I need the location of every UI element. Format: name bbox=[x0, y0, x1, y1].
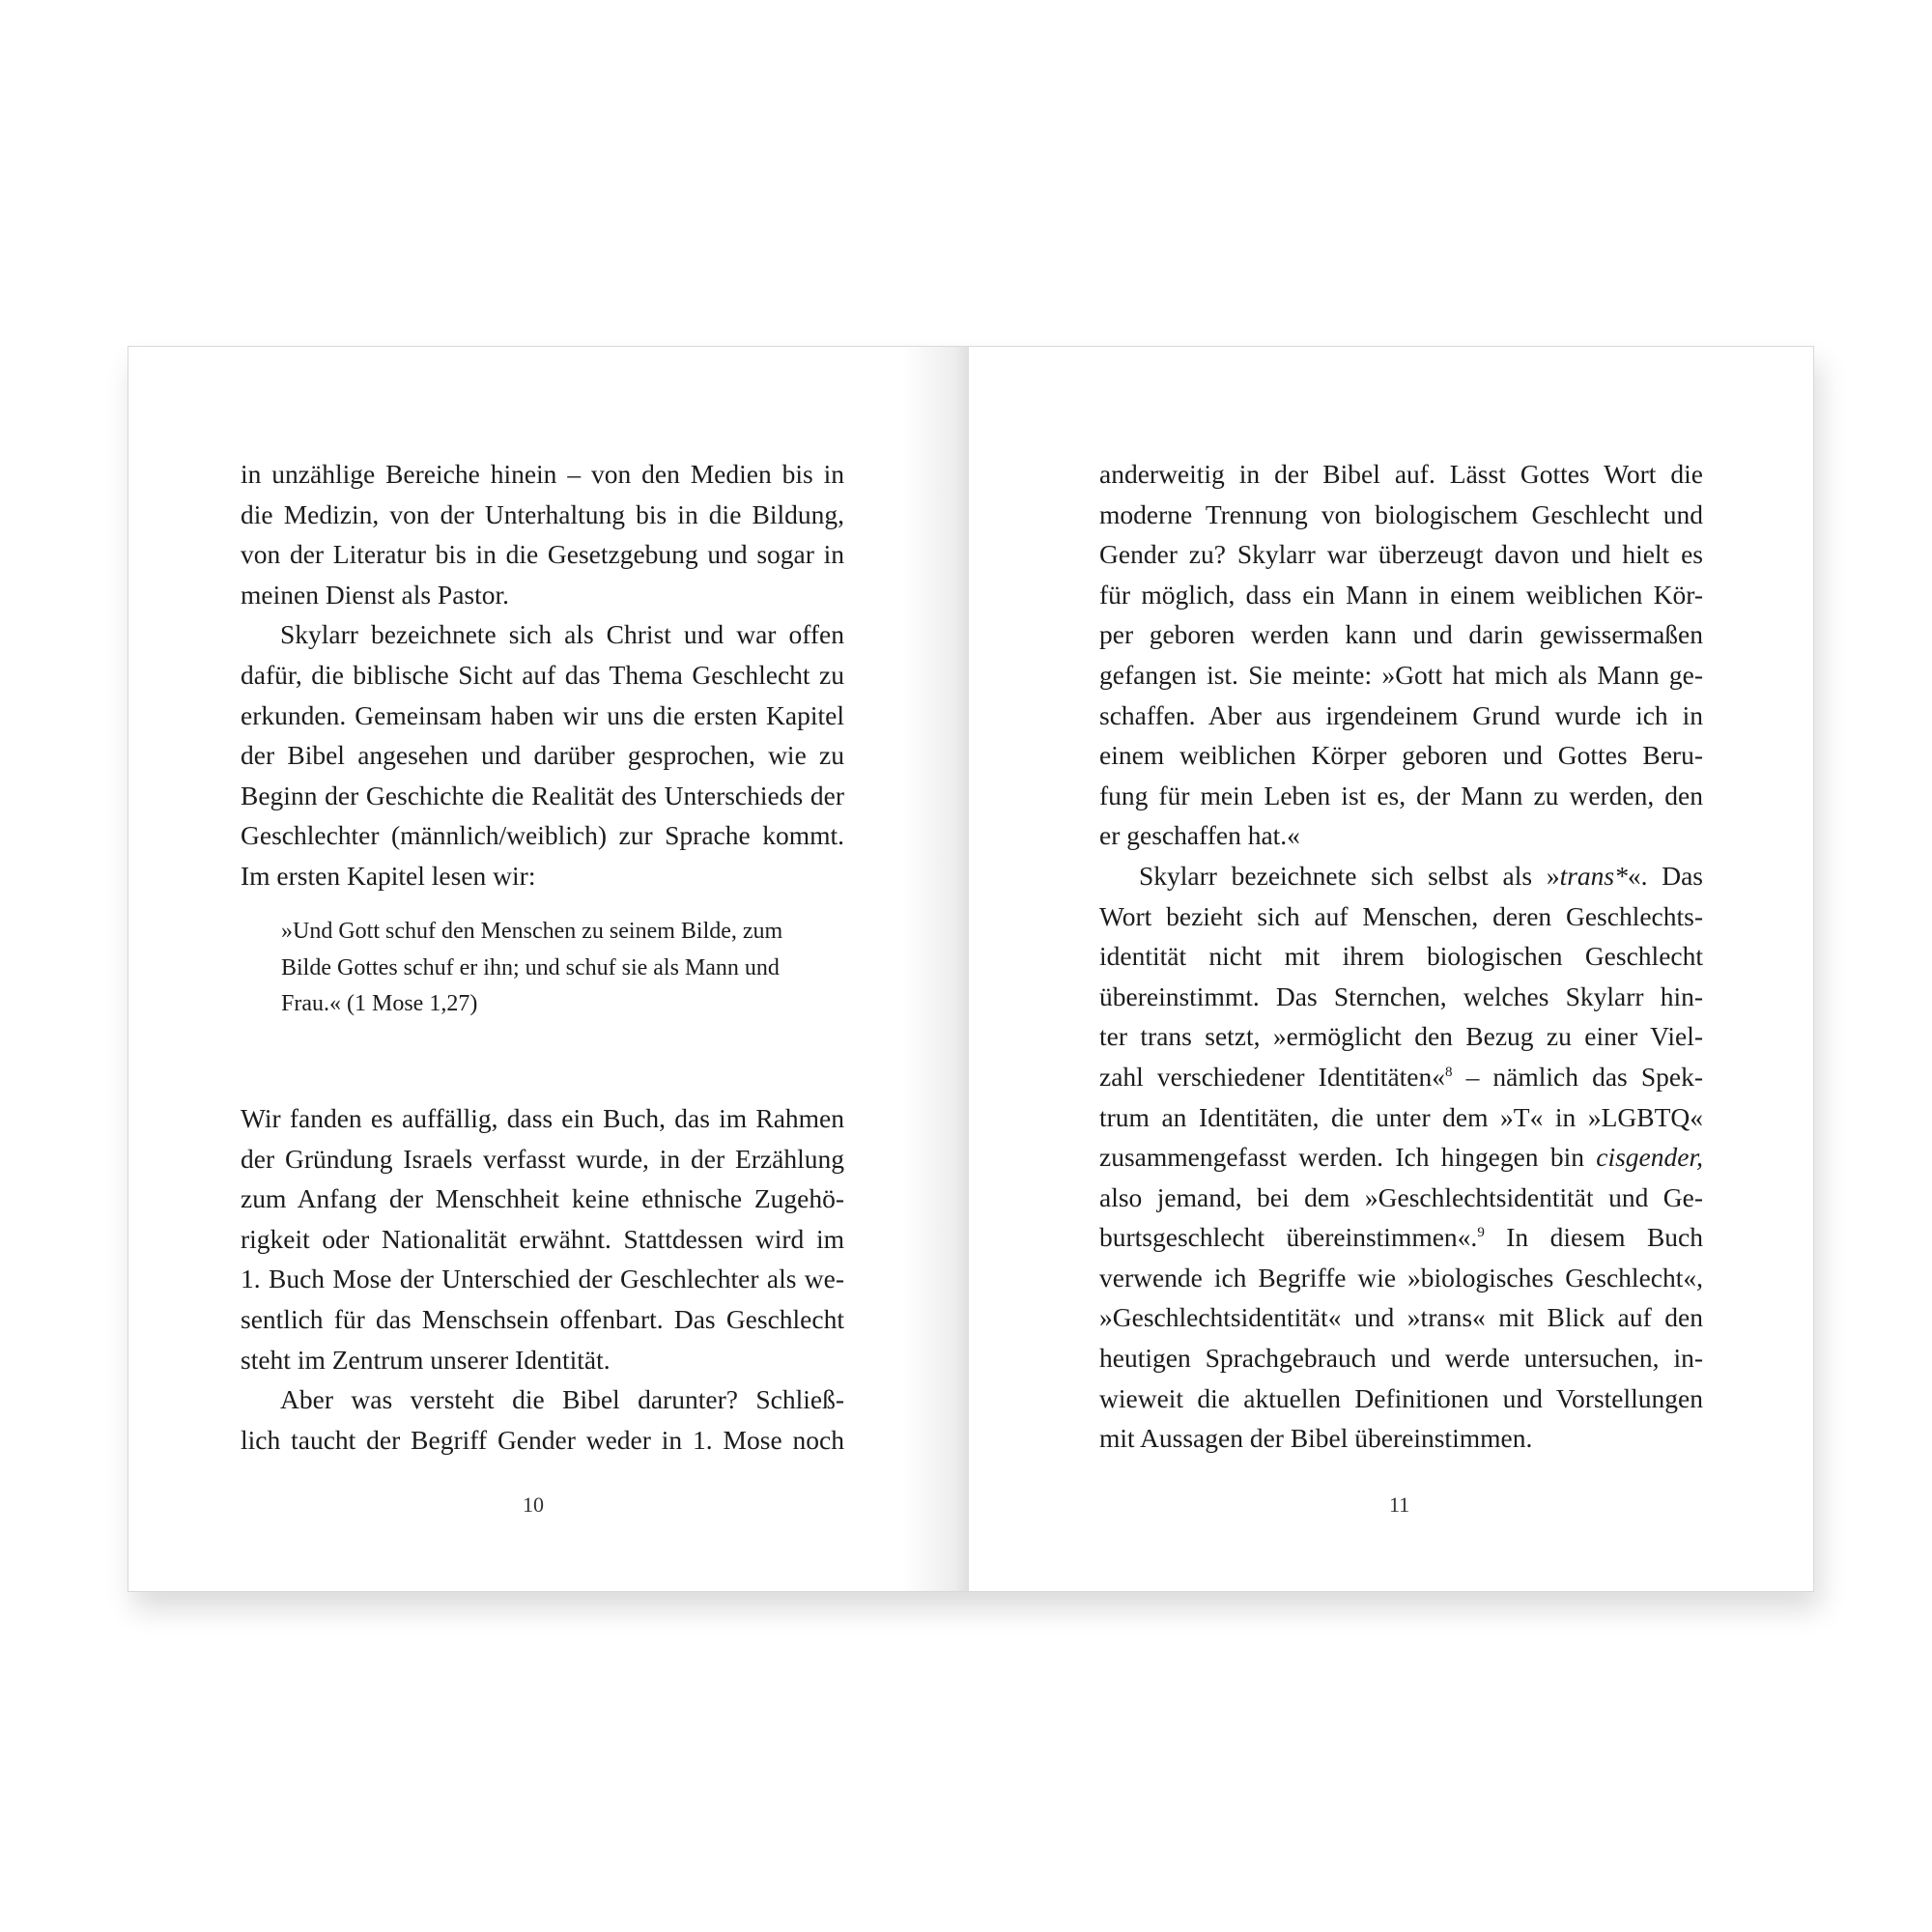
text-line: erkunden. Gemeinsam haben wir uns die ersten Kapitel bbox=[241, 699, 844, 730]
bible-quote bbox=[281, 914, 822, 1023]
text-line: also jemand, bei dem »Geschlechtsidentität und Ge- bbox=[1099, 1181, 1703, 1212]
text-segment: In diesem Buch bbox=[1484, 1222, 1703, 1253]
text-line: ter trans setzt, »ermöglicht den Bezug zu einer Viel- bbox=[1099, 1021, 1703, 1052]
text-line: identität nicht mit ihrem biologischen Geschlecht bbox=[1099, 941, 1703, 972]
text-line: schaffen. Aber aus irgendeinem Grund wurde ich in bbox=[1099, 699, 1703, 730]
text-segment: Skylarr bezeichnete sich selbst als » bbox=[1139, 860, 1560, 891]
text-line: Gender zu? Skylarr war überzeugt davon und hielt es bbox=[1099, 539, 1703, 570]
text-line: von der Literatur bis in die Gesetzgebung und sogar in bbox=[241, 539, 844, 570]
text-line: Wir fanden es auffällig, dass ein Buch, das im Rahmen bbox=[241, 1103, 844, 1133]
text-line: meinen Dienst als Pastor. bbox=[241, 579, 510, 610]
text-segment: «. Das bbox=[1627, 860, 1703, 891]
text-line bbox=[1099, 1137, 1703, 1178]
text-line bbox=[1099, 856, 1703, 896]
left-page-text-continued bbox=[241, 1098, 844, 1460]
text-segment: zusammengefasst werden. Ich hingegen bin bbox=[1099, 1142, 1597, 1173]
text-line: Wort bezieht sich auf Menschen, deren Geschlechts- bbox=[1099, 900, 1703, 931]
emphasis-trans: trans* bbox=[1559, 860, 1628, 891]
page-number-right: 11 bbox=[1389, 1492, 1410, 1517]
text-line: die Medizin, von der Unterhaltung bis in die Bildung, bbox=[241, 498, 844, 529]
text-line: gefangen ist. Sie meinte: »Gott hat mich als Mann ge- bbox=[1099, 659, 1703, 690]
text-line: moderne Trennung von biologischem Geschlecht und bbox=[1099, 498, 1703, 529]
footnote-marker-9[interactable]: 9 bbox=[1477, 1225, 1485, 1241]
text-segment: – nämlich das Spek- bbox=[1452, 1061, 1703, 1092]
text-line: Beginn der Geschichte die Realität des Unterschieds der bbox=[241, 780, 844, 810]
text-line: »Geschlechtsidentität« und »trans« mit Blick auf den bbox=[1099, 1302, 1703, 1333]
gutter-shadow bbox=[901, 347, 969, 1591]
text-line: dafür, die biblische Sicht auf das Thema Geschlecht zu bbox=[241, 659, 844, 690]
text-line: anderweitig in der Bibel auf. Lässt Gottes Wort die bbox=[1099, 459, 1703, 489]
text-line: übereinstimmt. Das Sternchen, welches Skylarr hin- bbox=[1099, 980, 1703, 1011]
text-line: zum Anfang der Menschheit keine ethnische Zugehö- bbox=[241, 1183, 844, 1214]
text-line: per geboren werden kann und darin gewissermaßen bbox=[1099, 619, 1703, 650]
text-line: heutigen Sprachgebrauch und werde untersuchen, in- bbox=[1099, 1343, 1703, 1374]
text-line: lich taucht der Begriff Gender weder in 1. Mose noch bbox=[241, 1424, 844, 1455]
page-number-left: 10 bbox=[523, 1492, 544, 1517]
text-line: trum an Identitäten, die unter dem »T« in »LGBTQ« bbox=[1099, 1101, 1703, 1132]
text-line: rigkeit oder Nationalität erwähnt. Stattdessen wird im bbox=[241, 1223, 844, 1254]
footnote-marker-8[interactable]: 8 bbox=[1445, 1064, 1453, 1080]
text-line: für möglich, dass ein Mann in einem weiblichen Kör- bbox=[1099, 579, 1703, 610]
text-line: Geschlechter (männlich/weiblich) zur Sprache kommt. bbox=[241, 820, 844, 851]
text-segment: zahl verschiedener Identitäten« bbox=[1099, 1061, 1445, 1092]
text-line: mit Aussagen der Bibel übereinstimmen. bbox=[1099, 1423, 1533, 1454]
text-line: der Gründung Israels verfasst wurde, in der Erzählung bbox=[241, 1143, 844, 1174]
text-line: er geschaffen hat.« bbox=[1099, 820, 1300, 851]
text-line bbox=[1099, 1217, 1703, 1258]
quote-line: Frau.« (1 Mose 1,27) bbox=[281, 991, 478, 1016]
left-page-text bbox=[241, 454, 844, 896]
text-line: fung für mein Leben ist es, der Mann zu werden, den bbox=[1099, 780, 1703, 810]
text-line: 1. Buch Mose der Unterschied der Geschlechter als we- bbox=[241, 1264, 844, 1294]
text-line: Im ersten Kapitel lesen wir: bbox=[241, 860, 536, 891]
emphasis-cisgender: cisgender, bbox=[1596, 1142, 1703, 1173]
text-line: Skylarr bezeichnete sich als Christ und war offen bbox=[280, 619, 844, 650]
quote-line: »Und Gott schuf den Menschen zu seinem Bilde, zum bbox=[281, 919, 783, 944]
text-line bbox=[1099, 1057, 1703, 1097]
right-page-text bbox=[1099, 454, 1703, 1459]
text-line: steht im Zentrum unserer Identität. bbox=[241, 1344, 611, 1375]
text-line: der Bibel angesehen und darüber gesprochen, wie zu bbox=[241, 740, 844, 771]
text-line: Aber was versteht die Bibel darunter? Schließ- bbox=[280, 1384, 844, 1415]
text-line: wieweit die aktuellen Definitionen und Vorstellungen bbox=[1099, 1382, 1703, 1413]
text-line: in unzählige Bereiche hinein – von den Medien bis in bbox=[241, 459, 844, 489]
text-segment: burtsgeschlecht übereinstimmen«. bbox=[1099, 1222, 1478, 1253]
quote-line: Bilde Gottes schuf er ihn; und schuf sie als Mann und bbox=[281, 954, 780, 980]
text-line: verwende ich Begriffe wie »biologisches Geschlecht«, bbox=[1099, 1262, 1703, 1293]
text-line: einem weiblichen Körper geboren und Gottes Beru- bbox=[1099, 740, 1703, 771]
text-line: sentlich für das Menschsein offenbart. Das Geschlecht bbox=[241, 1303, 844, 1334]
